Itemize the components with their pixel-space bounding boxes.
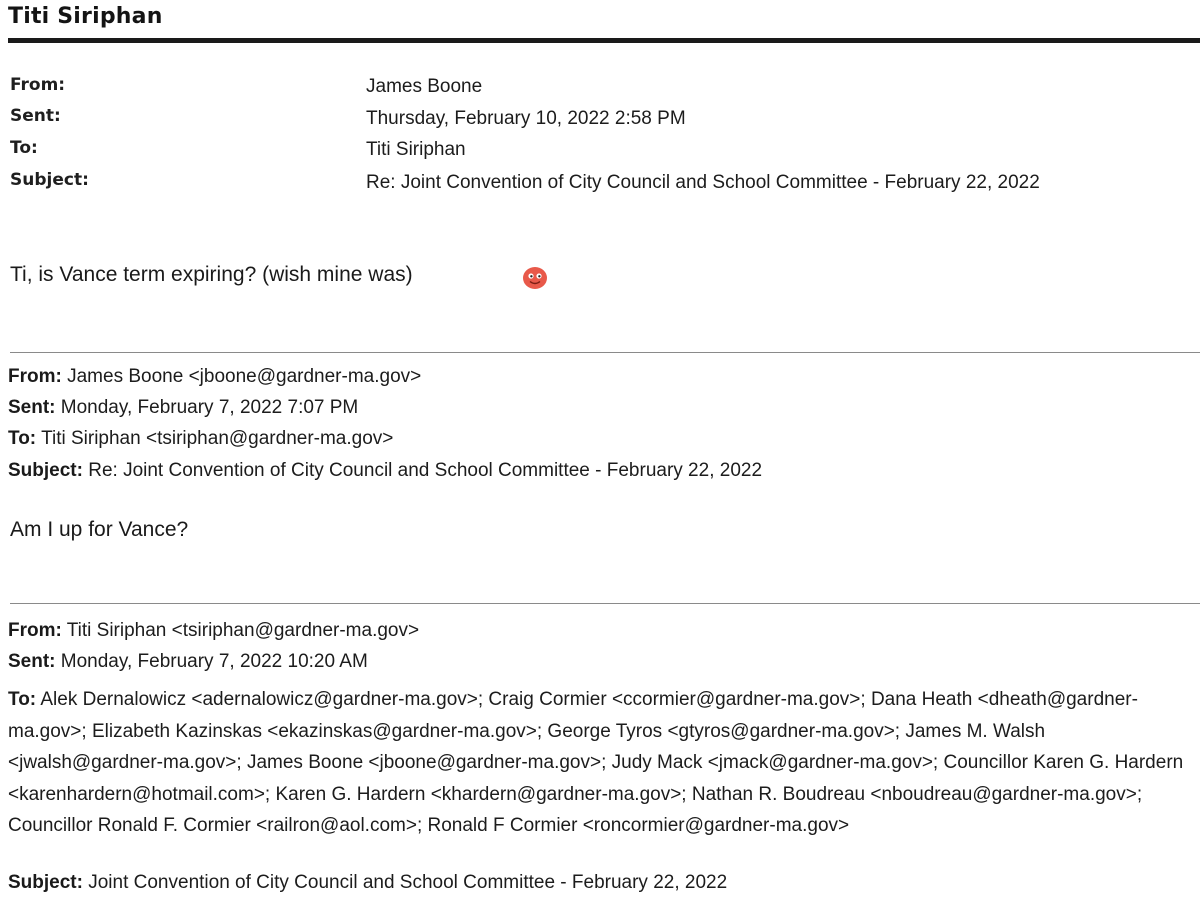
quoted-to xyxy=(8,428,393,450)
quoted-sent-value: Monday, February 7, 2022 7:07 PM xyxy=(60,397,359,418)
quoted-sent-label: Sent: xyxy=(8,651,56,672)
recipients-label: To: xyxy=(8,689,37,710)
recipients-value: Alek Dernalowicz <adernalowicz@gardner-ma.gov>; Craig Cormier <ccormier@gardner-ma.gov>; Dana Heath <dheath@gardner-ma.gov>; Elizabeth Kazinskas <ekazinskas@gardner-ma.gov>; George Tyros <gtyros@gardner-ma.gov>; James M. Walsh <jwalsh@gardner-ma.gov>; James Boone <jboone@gardner-ma.gov>; Judy Mack <jmack@gardner-ma.gov>; Councillor Karen G. Hardern <karenhardern@hotmail.com>; Karen G. Hardern <khardern@gardner-ma.gov>; Nathan R. Boudreau <nboudreau@gardner-ma.gov>; Councillor Ronald F. Cormier <railron@aol.com>; Ronald F Cormier <roncormier@gardner-ma.gov> xyxy=(8,689,1184,836)
quoted-from-value: Titi Siriphan <tsiriphan@gardner-ma.gov> xyxy=(66,620,420,641)
quoted-sent xyxy=(8,651,368,673)
quoted-to-label: To: xyxy=(8,428,37,449)
subject-value: Re: Joint Convention of City Council and School Committee - February 22, 2022 xyxy=(366,172,1040,193)
recipients-list xyxy=(8,684,1198,842)
message-divider xyxy=(10,603,1200,604)
message-body: Ti, is Vance term expiring? (wish mine was) xyxy=(10,263,413,286)
quoted-subject-value: Re: Joint Convention of City Council and School Committee - February 22, 2022 xyxy=(88,460,763,481)
subject-label: Subject: xyxy=(10,170,89,190)
quoted-subject-value: Joint Convention of City Council and School Committee - February 22, 2022 xyxy=(88,872,728,893)
quoted-sent xyxy=(8,397,358,419)
smiley-face-emoji-icon xyxy=(522,266,548,290)
from-label: From: xyxy=(10,75,66,95)
quoted-sent-value: Monday, February 7, 2022 10:20 AM xyxy=(60,651,368,672)
page-title: Titi Siriphan xyxy=(8,4,163,29)
from-value: James Boone xyxy=(366,76,483,97)
to-label: To: xyxy=(10,138,38,158)
message-divider xyxy=(10,352,1200,353)
sent-label: Sent: xyxy=(10,106,61,126)
title-rule xyxy=(8,38,1200,43)
quoted-from xyxy=(8,620,419,642)
quoted-from-value: James Boone <jboone@gardner-ma.gov> xyxy=(67,366,422,387)
quoted-subject xyxy=(8,872,727,894)
quoted-from-label: From: xyxy=(8,620,62,641)
quoted-from xyxy=(8,366,421,388)
quoted-to-value: Titi Siriphan <tsiriphan@gardner-ma.gov> xyxy=(41,428,394,449)
sent-value: Thursday, February 10, 2022 2:58 PM xyxy=(366,108,686,129)
quoted-message-body: Am I up for Vance? xyxy=(10,518,189,541)
to-value: Titi Siriphan xyxy=(366,139,466,160)
quoted-subject-label: Subject: xyxy=(8,872,83,893)
quoted-subject-label: Subject: xyxy=(8,460,83,481)
quoted-subject xyxy=(8,460,762,482)
quoted-sent-label: Sent: xyxy=(8,397,56,418)
quoted-from-label: From: xyxy=(8,366,62,387)
